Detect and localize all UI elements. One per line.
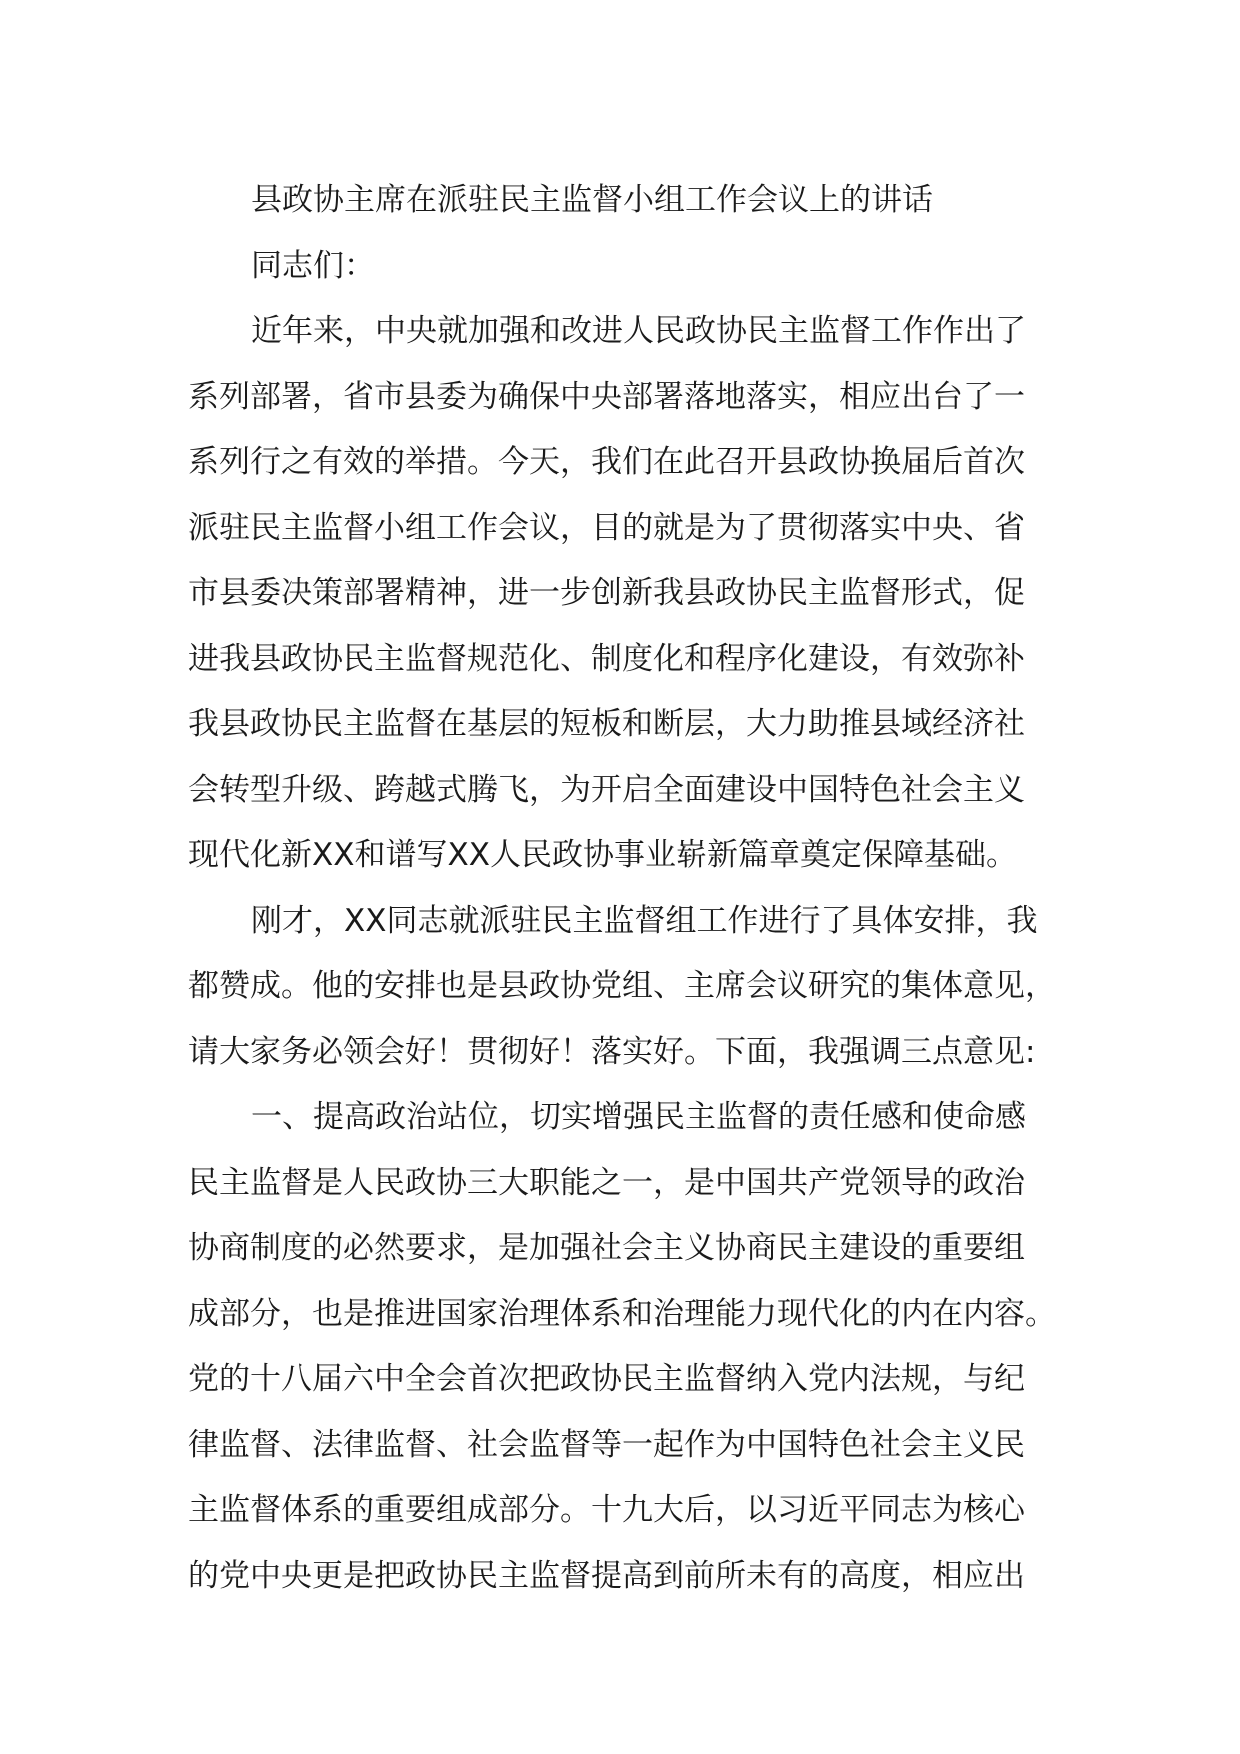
paragraph-1-line: 我县政协民主监督在基层的短板和断层，大力助推县域经济社 xyxy=(188,706,1025,742)
paragraph-3-line: 党的十八届六中全会首次把政协民主监督纳入党内法规，与纪 xyxy=(188,1361,1025,1397)
paragraph-3-line: 协商制度的必然要求，是加强社会主义协商民主建设的重要组 xyxy=(188,1230,1025,1266)
paragraph-1-line: 系列部署，省市县委为确保中央部署落地落实，相应出台了一 xyxy=(188,378,1025,415)
paragraph-1-line: 系列行之有效的举措。今天，我们在此召开县政协换届后首次 xyxy=(188,444,1025,480)
paragraph-2-line: 都赞成。他的安排也是县政协党组、主席会议研究的集体意见， xyxy=(188,968,1056,1004)
paragraph-1-line: 派驻民主监督小组工作会议，目的就是为了贯彻落实中央、省 xyxy=(188,509,1025,546)
paragraph-1-line: 会转型升级、跨越式腾飞，为开启全面建设中国特色社会主义 xyxy=(188,771,1025,808)
paragraph-1-line: 进我县政协民主监督规范化、制度化和程序化建设，有效弥补 xyxy=(188,640,1025,677)
salutation: 同志们： xyxy=(251,247,375,284)
paragraph-3-line: 主监督体系的重要组成部分。十九大后，以习近平同志为核心 xyxy=(188,1492,1025,1528)
paragraph-3-line: 律监督、法律监督、社会监督等一起作为中国特色社会主义民 xyxy=(188,1426,1025,1463)
paragraph-3-line: 的党中央更是把政协民主监督提高到前所未有的高度，相应出 xyxy=(188,1557,1025,1594)
paragraph-1-line: 现代化新XX和谱写XX人民政协事业崭新篇章奠定保障基础。 xyxy=(188,837,1017,873)
section-heading: 一、提高政治站位，切实增强民主监督的责任感和使命感 xyxy=(251,1099,1026,1135)
paragraph-1-line: 市县委决策部署精神，进一步创新我县政协民主监督形式，促 xyxy=(188,575,1025,611)
document-body xyxy=(188,168,1068,1609)
paragraph-2-line: 刚才，XX同志就派驻民主监督组工作进行了具体安排，我 xyxy=(251,902,1038,939)
paragraph-1-line: 近年来，中央就加强和改进人民政协民主监督工作作出了 xyxy=(251,313,1026,349)
paragraph-2-line: 请大家务必领会好！贯彻好！落实好。下面，我强调三点意见: xyxy=(188,1033,1036,1070)
paragraph-3-line: 成部分，也是推进国家治理体系和治理能力现代化的内在内容。 xyxy=(188,1295,1056,1332)
document-title: 县政协主席在派驻民主监督小组工作会议上的讲话 xyxy=(251,182,933,218)
paragraph-3-line: 民主监督是人民政协三大职能之一，是中国共产党领导的政治 xyxy=(188,1164,1025,1201)
